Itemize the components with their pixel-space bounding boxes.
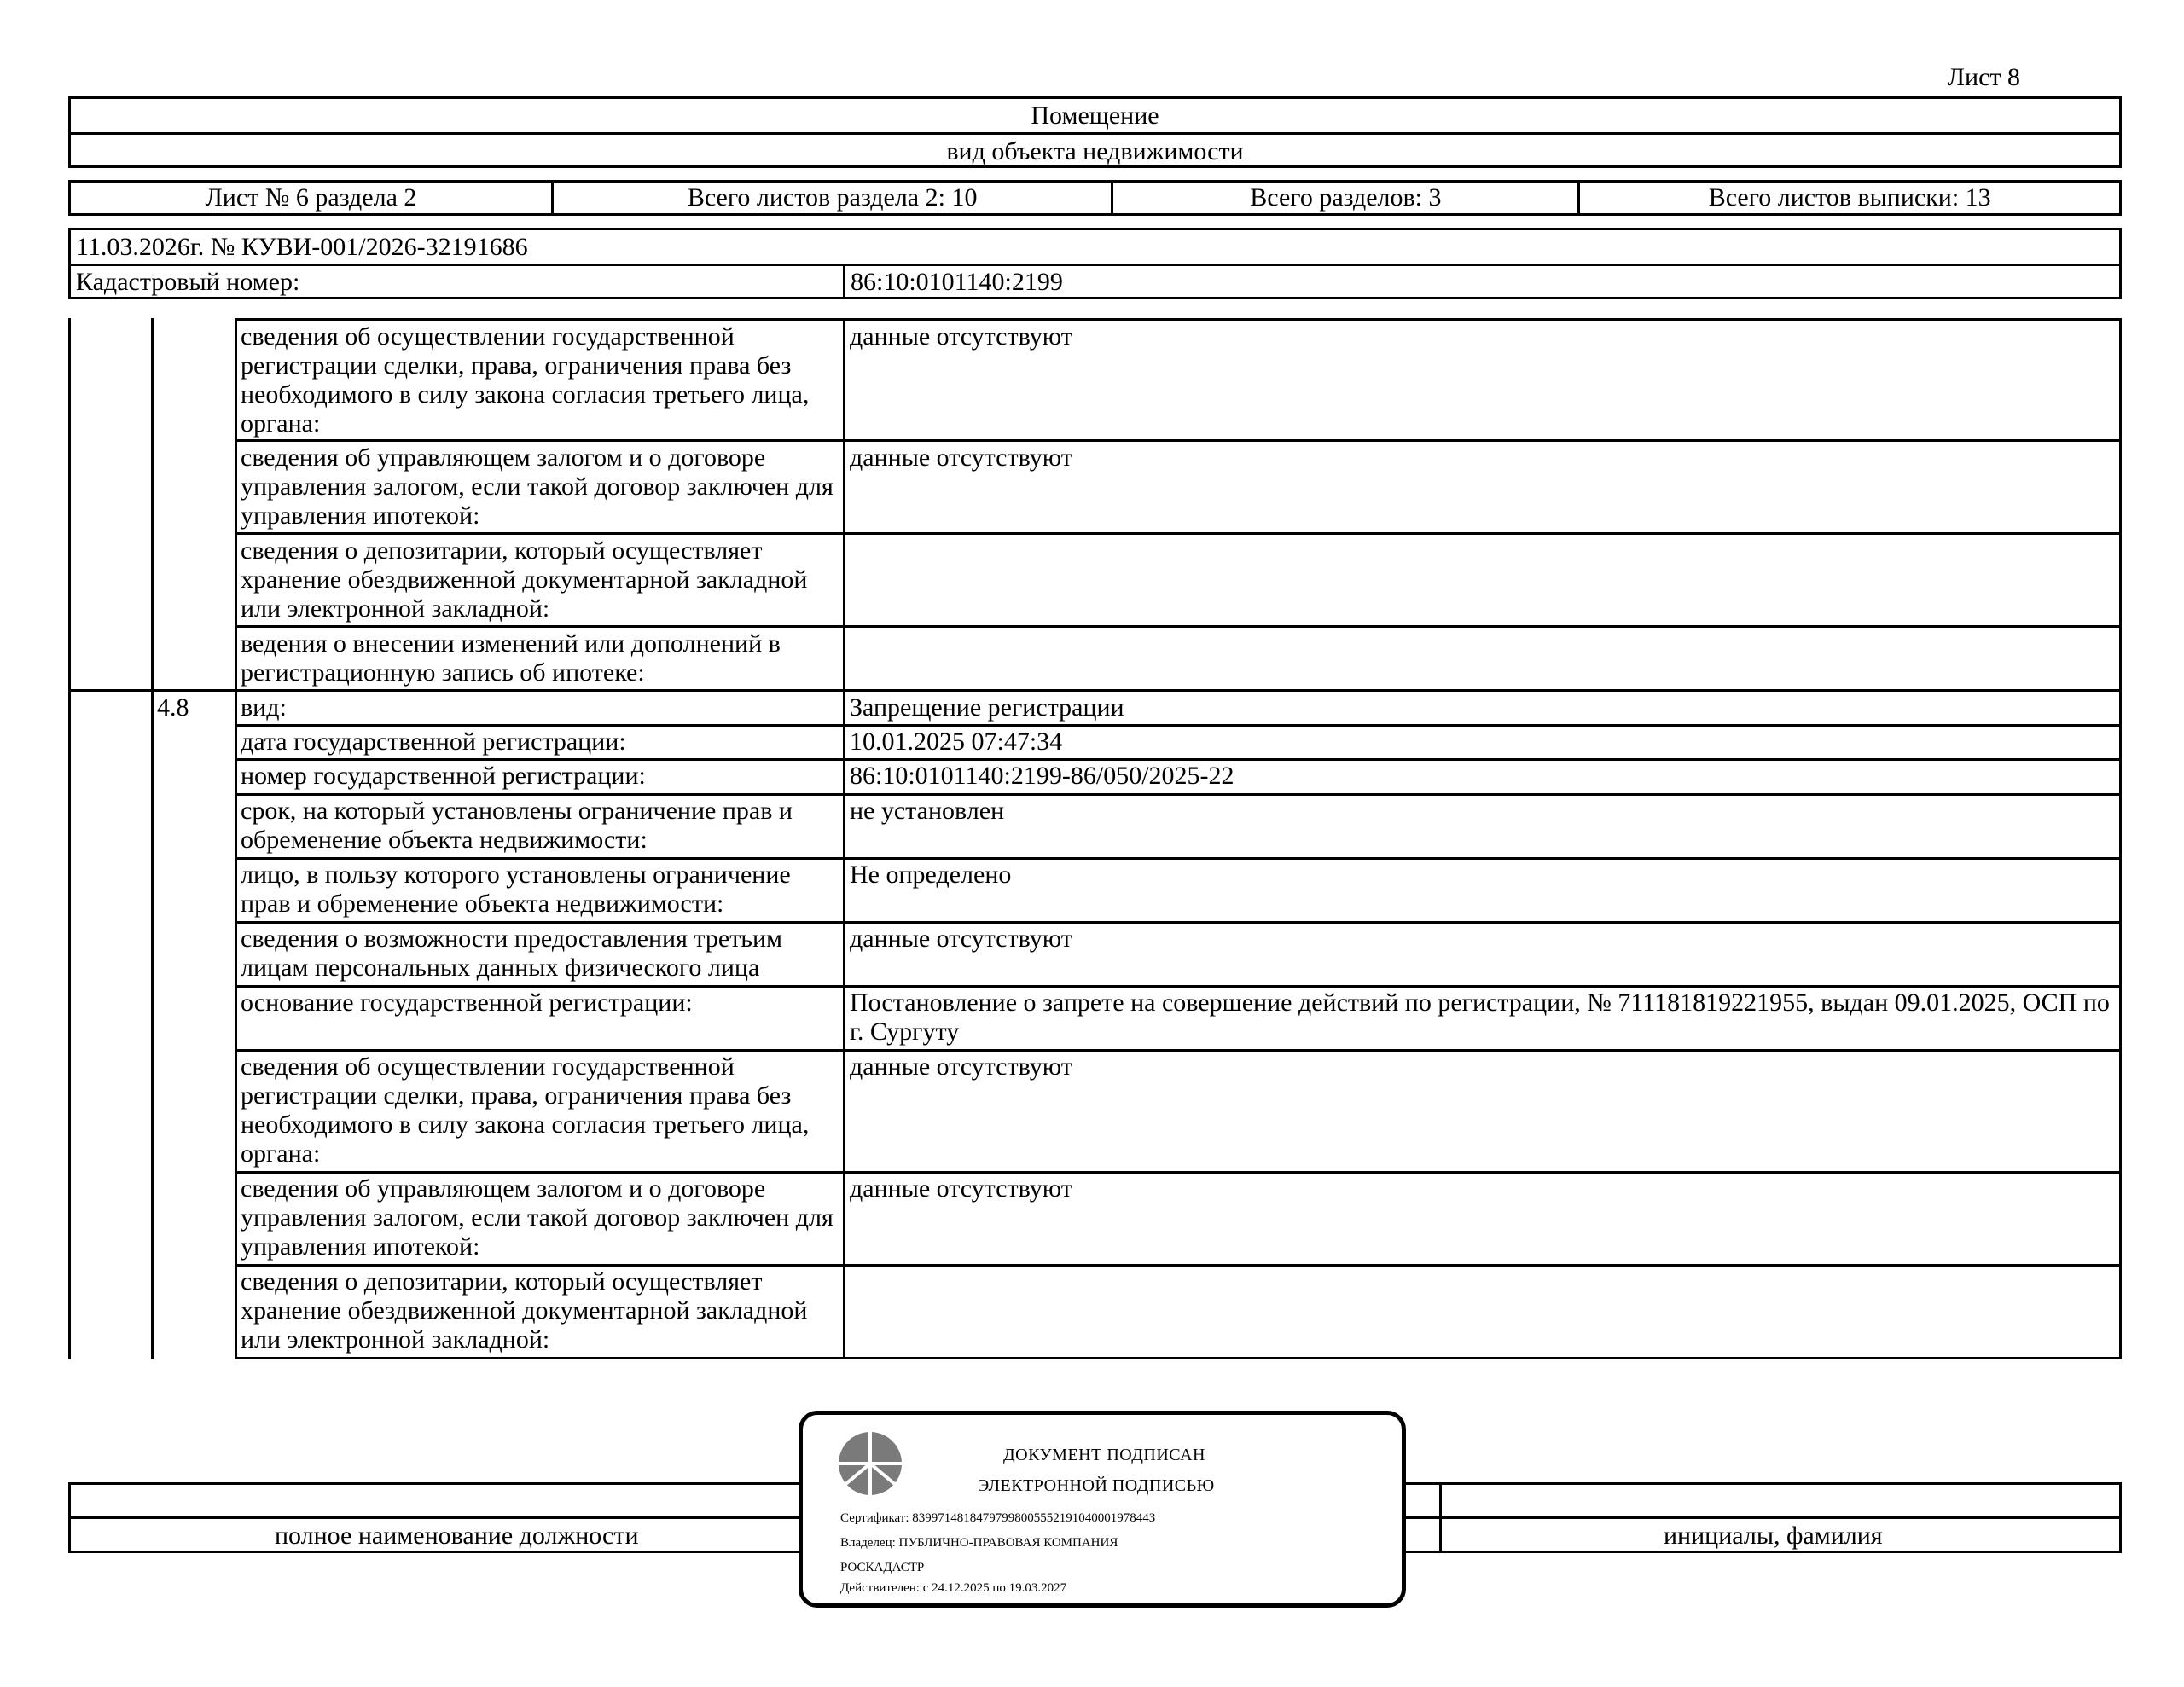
- stamp-owner: Владелец: ПУБЛИЧНО-ПРАВОВАЯ КОМПАНИЯ: [840, 1536, 1118, 1550]
- stamp-validity: Действителен: с 24.12.2025 по 19.03.2027: [840, 1581, 1067, 1595]
- signature-column-divider: [1439, 1482, 1442, 1553]
- object-kind-caption: вид объекта недвижимости: [71, 132, 2119, 168]
- table-column-divider: [235, 318, 237, 1359]
- table-column-divider: [843, 318, 845, 1359]
- stamp-title-line1: ДОКУМЕНТ ПОДПИСАН: [1003, 1446, 1205, 1464]
- cadastral-label: Кадастровый номер:: [76, 268, 300, 296]
- entry-number: 4.8: [157, 693, 189, 722]
- e-signature-stamp: [799, 1411, 1406, 1608]
- row-label: срок, на который установлены ограничение прав и обременение объекта недвижимости:: [241, 797, 793, 854]
- row-value: Не определено: [850, 861, 1012, 889]
- row-value: данные отсутствуют: [850, 322, 1072, 351]
- row-label: сведения о депозитарии, который осуществляет хранение обездвиженной документарной закладной или электронной закладной:: [241, 536, 808, 623]
- rosreestr-logo-icon: [837, 1430, 903, 1497]
- row-divider: [235, 793, 2122, 796]
- row-divider: [235, 1171, 2122, 1174]
- row-divider: [235, 1049, 2122, 1052]
- row-label: сведения о депозитарии, который осуществляет хранение обездвиженной документарной закладной или электронной закладной:: [241, 1267, 808, 1354]
- row-label: лицо, в пользу которого установлены ограничение прав и обременение объекта недвижимости:: [241, 861, 791, 918]
- stamp-owner-org: РОСКАДАСТР: [840, 1561, 925, 1574]
- row-divider: [235, 532, 2122, 535]
- cadastral-number: 86:10:0101140:2199: [843, 266, 2117, 299]
- row-divider: [235, 758, 2122, 761]
- row-value: 86:10:0101140:2199-86/050/2025-22: [850, 762, 1234, 790]
- object-name: Помещение: [1031, 101, 1159, 130]
- row-value: не установлен: [850, 797, 1005, 825]
- row-divider: [235, 625, 2122, 628]
- row-value: данные отсутствуют: [850, 443, 1072, 472]
- row-label: основание государственной регистрации:: [241, 988, 693, 1017]
- row-label: сведения об осуществлении государственной регистрации сделки, права, ограничения права без необходимого в силу закона согласия третьего лица, органа:: [241, 322, 810, 438]
- sheet-number: Лист 8: [1947, 63, 2020, 91]
- stamp-certificate: Сертификат: 8399714818479799800555219104000197844З: [840, 1511, 1156, 1525]
- table-column-divider: [151, 318, 154, 1359]
- row-value: данные отсутствуют: [850, 1052, 1072, 1081]
- row-value: данные отсутствуют: [850, 1174, 1072, 1203]
- row-divider: [235, 985, 2122, 988]
- extract-date-number: 11.03.2026г. № КУВИ-001/2026-32191686: [71, 230, 2119, 266]
- table-border-right: [2119, 318, 2122, 1359]
- row-divider: [235, 318, 2122, 321]
- row-value: 10.01.2025 07:47:34: [850, 728, 1063, 756]
- row-divider: [235, 921, 2122, 924]
- name-caption: инициалы, фамилия: [1664, 1522, 1883, 1550]
- row-label: номер государственной регистрации:: [241, 762, 646, 790]
- row-label: сведения об управляющем залогом и о договоре управления залогом, если такой договор заключен для управления ипотекой:: [241, 1174, 834, 1261]
- total-sections: Всего разделов: 3: [1113, 183, 1580, 213]
- row-value: данные отсутствуют: [850, 925, 1072, 953]
- row-label: сведения об осуществлении государственной регистрации сделки, права, ограничения права без необходимого в силу закона согласия третьего лица, органа:: [241, 1052, 810, 1168]
- row-value: Постановление о запрете на совершение действий по регистрации, № 711181819221955, выдан 09.01.2025, ОСП по г. Сургуту: [850, 988, 2110, 1046]
- entry-divider: [68, 689, 2122, 692]
- row-label: вид:: [241, 693, 287, 722]
- stamp-title-line2: ЭЛЕКТРОННОЙ ПОДПИСЬЮ: [978, 1476, 1215, 1495]
- table-bottom-border: [235, 1357, 2122, 1359]
- row-label: сведения о возможности предоставления третьим лицам персональных данных физического лица: [241, 925, 783, 982]
- table-border-left: [68, 318, 71, 1359]
- row-divider: [235, 1264, 2122, 1267]
- position-caption: полное наименование должности: [275, 1522, 639, 1550]
- row-value: Запрещение регистрации: [850, 693, 1124, 722]
- total-sheets-extract: Всего листов выписки: 13: [1708, 183, 1991, 212]
- total-sheets-section: Всего листов раздела 2: 10: [554, 183, 1114, 213]
- row-divider: [235, 439, 2122, 442]
- row-label: ведения о внесении изменений или дополнений в регистрационную запись об ипотеке:: [241, 629, 781, 687]
- sheet-of-section: Лист № 6 раздела 2: [71, 183, 554, 213]
- row-label: сведения об управляющем залогом и о договоре управления залогом, если такой договор заключен для управления ипотекой:: [241, 443, 834, 530]
- row-label: дата государственной регистрации:: [241, 728, 626, 756]
- row-divider: [235, 857, 2122, 860]
- row-divider: [235, 724, 2122, 727]
